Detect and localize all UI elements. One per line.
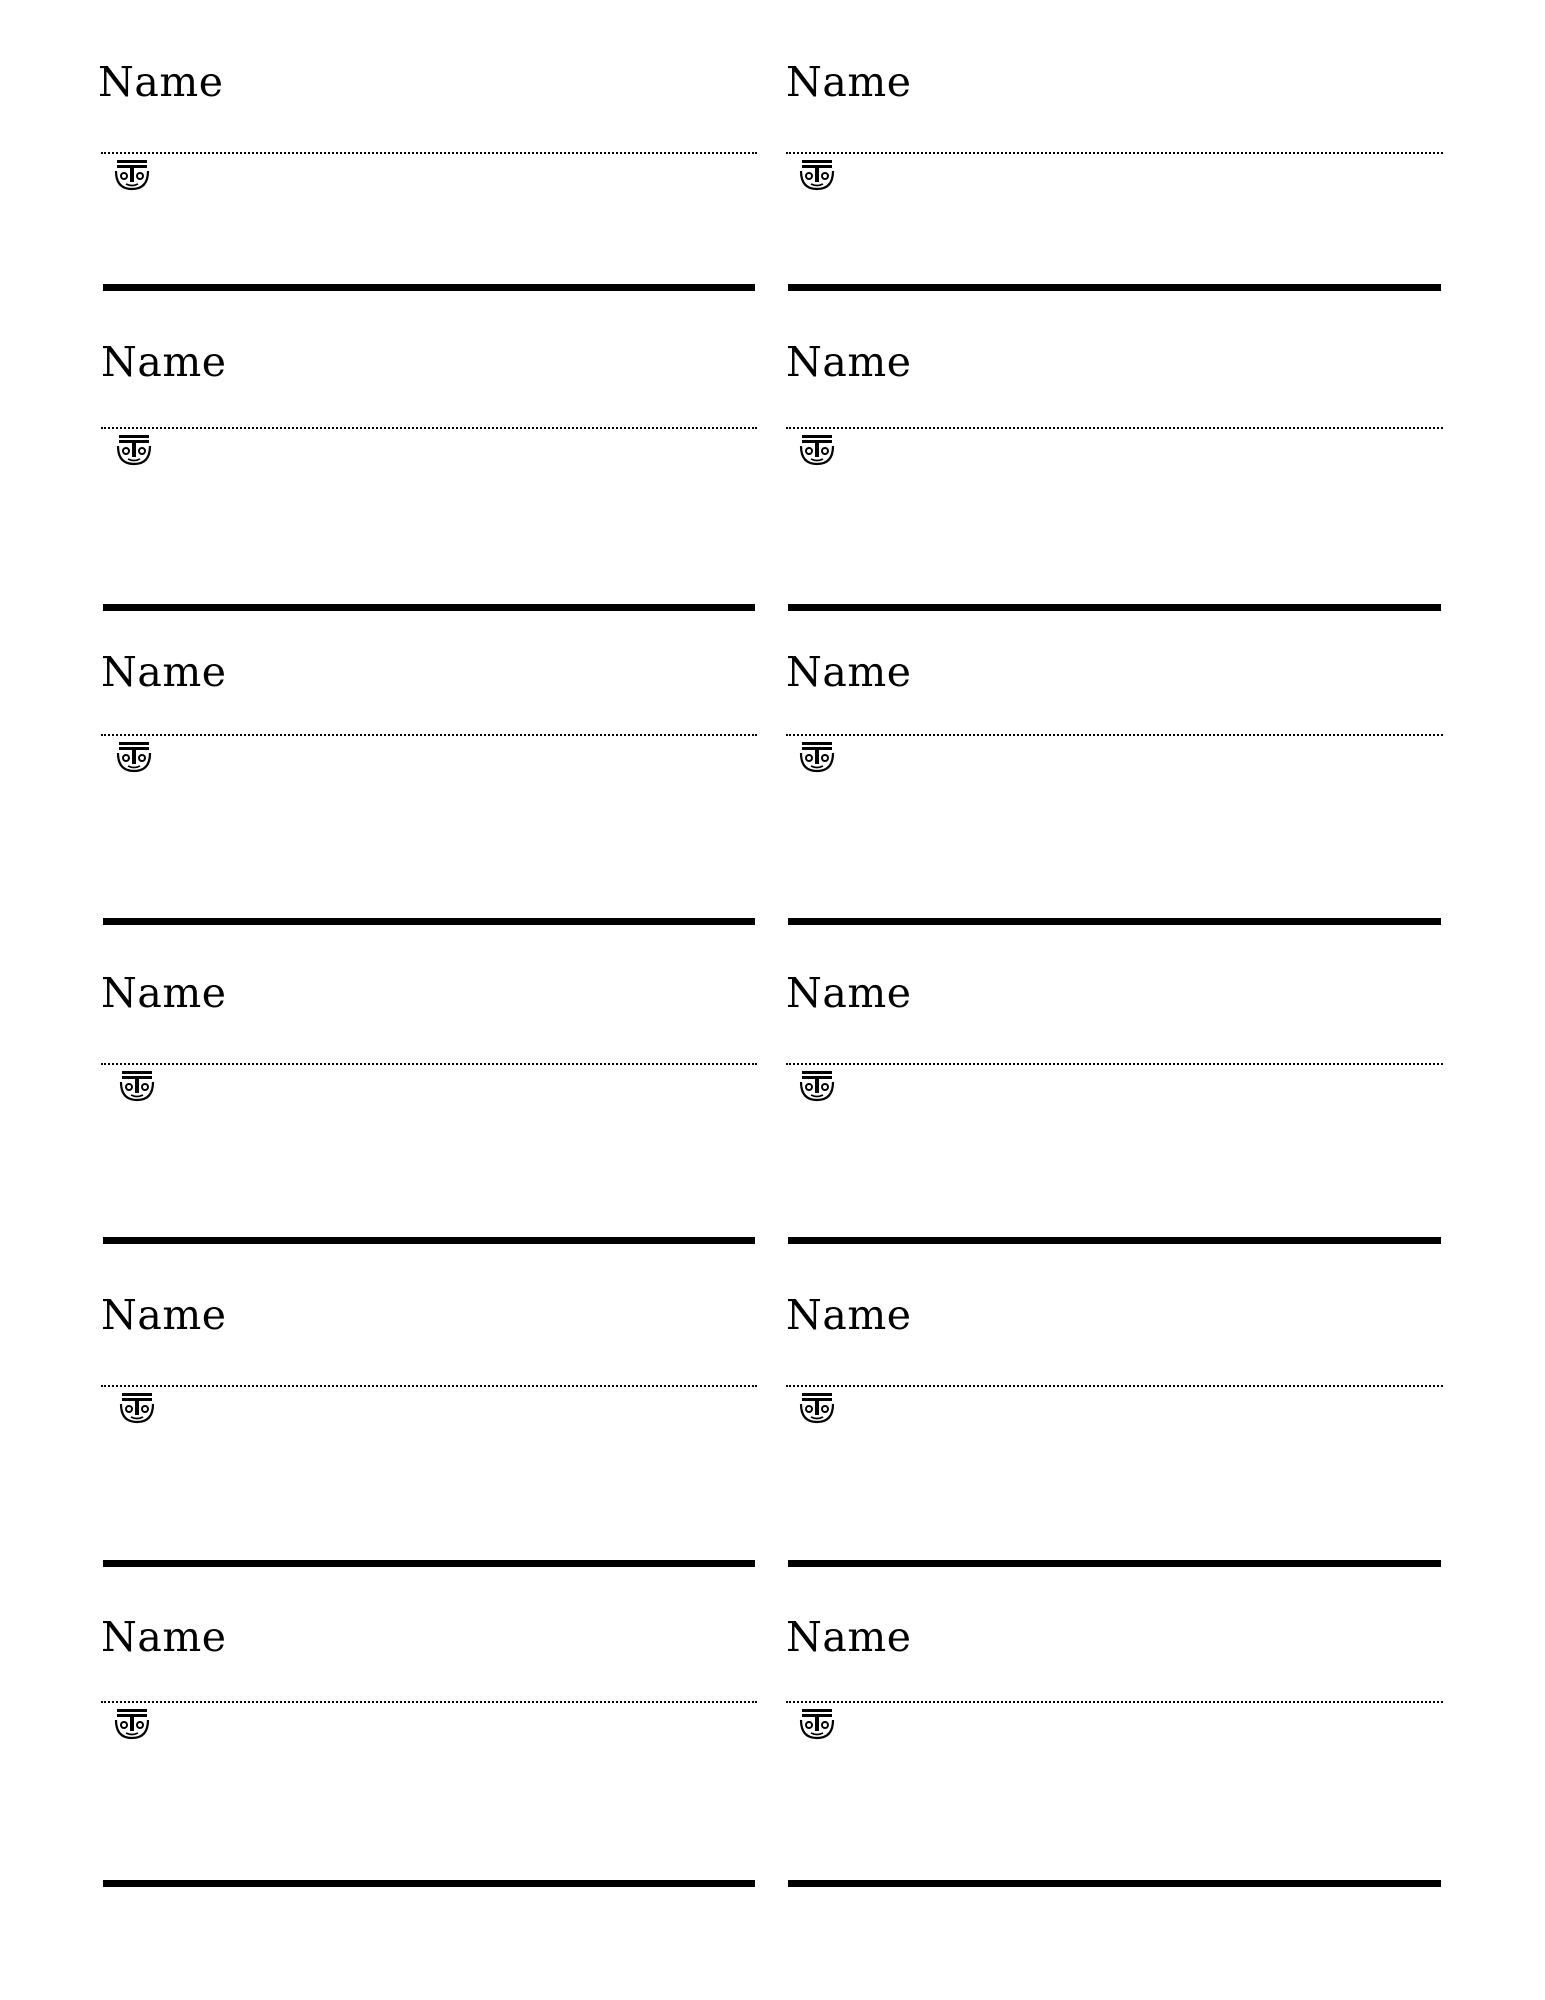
label-bottom-rule (788, 1880, 1441, 1887)
name-heading: Name (101, 1613, 227, 1661)
name-label (786, 58, 1443, 292)
logo-seal-icon (798, 1070, 836, 1102)
name-label (101, 1613, 757, 1888)
name-heading: Name (786, 969, 912, 1017)
writing-line (786, 152, 1443, 154)
name-label (101, 648, 757, 926)
logo-seal-icon (798, 434, 836, 466)
name-heading: Name (786, 648, 912, 696)
writing-line (101, 1385, 757, 1387)
name-label (786, 1291, 1443, 1568)
name-heading: Name (101, 1291, 227, 1339)
label-bottom-rule (788, 1560, 1441, 1567)
label-bottom-rule (103, 1560, 755, 1567)
logo-seal-icon (798, 159, 836, 191)
writing-line (786, 1701, 1443, 1703)
name-label (786, 969, 1443, 1245)
label-bottom-rule (788, 604, 1441, 611)
logo-seal-icon (113, 159, 151, 191)
name-label (786, 338, 1443, 612)
logo-seal-icon (798, 1392, 836, 1424)
logo-seal-icon (118, 1392, 156, 1424)
writing-line (101, 1063, 757, 1065)
writing-line (786, 734, 1443, 736)
writing-line (101, 734, 757, 736)
name-heading: Name (101, 969, 227, 1017)
writing-line (101, 427, 757, 429)
writing-line (786, 1385, 1443, 1387)
name-label (101, 338, 757, 612)
logo-seal-icon (798, 741, 836, 773)
label-bottom-rule (103, 1237, 755, 1244)
writing-line (101, 152, 757, 154)
name-label (786, 1613, 1443, 1888)
writing-line (786, 1063, 1443, 1065)
logo-seal-icon (113, 1708, 151, 1740)
logo-seal-icon (115, 434, 153, 466)
name-heading: Name (786, 58, 912, 106)
logo-seal-icon (115, 741, 153, 773)
name-heading: Name (786, 338, 912, 386)
label-bottom-rule (103, 284, 755, 291)
name-heading: Name (98, 58, 224, 106)
name-heading: Name (101, 648, 227, 696)
name-label (101, 1291, 757, 1568)
name-heading: Name (101, 338, 227, 386)
label-bottom-rule (103, 604, 755, 611)
name-heading: Name (786, 1291, 912, 1339)
label-bottom-rule (788, 1237, 1441, 1244)
label-bottom-rule (103, 1880, 755, 1887)
logo-seal-icon (118, 1070, 156, 1102)
writing-line (101, 1701, 757, 1703)
label-bottom-rule (788, 918, 1441, 925)
label-bottom-rule (788, 284, 1441, 291)
writing-line (786, 427, 1443, 429)
name-heading: Name (786, 1613, 912, 1661)
name-label (786, 648, 1443, 926)
logo-seal-icon (798, 1708, 836, 1740)
name-label (101, 969, 757, 1245)
name-label (98, 58, 757, 292)
label-bottom-rule (103, 918, 755, 925)
